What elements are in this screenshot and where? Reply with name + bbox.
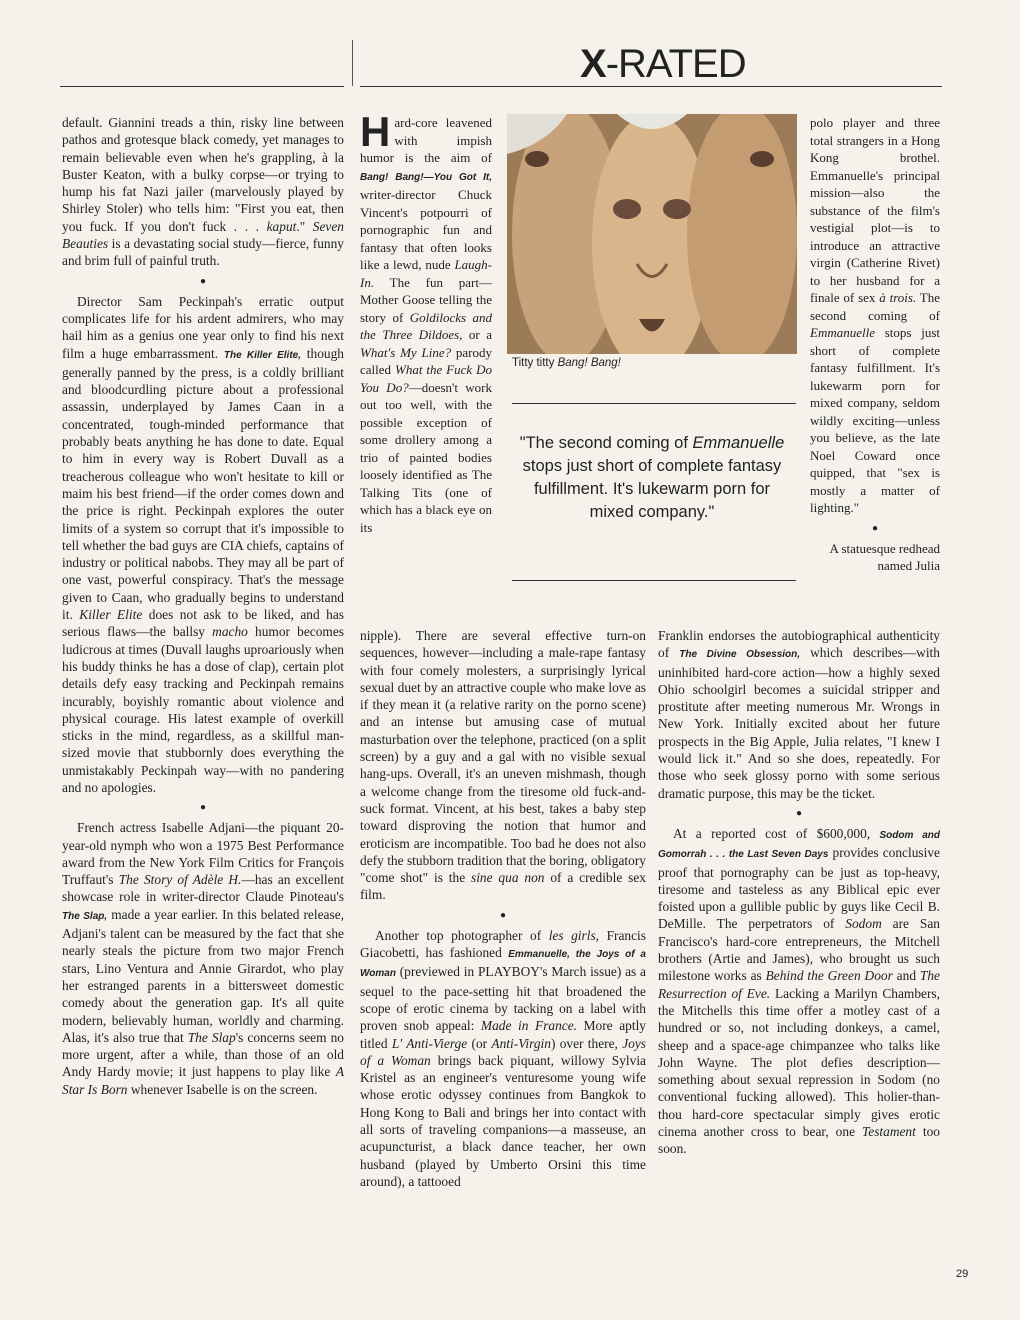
column-3-top [810, 114, 940, 575]
paragraph-bang-bang: Hard-core leavened with impish humor is the aim of Bang! Bang!—You Got It, writer-director Chuck Vincent's potpourri of pornographic fun and fantasy that often looks like a lewd, nude Laugh-In. The fun part—Mother Goose telling the story of Goldilocks and the Three Dildoes, or a What's My Line? parody called What the Fuck Do You Do?—doesn't work out too well, with the possible exception of some drollery among a trio of painted bodies loosely identified as The Talking Tits (one of which has a black eye on its [360, 108, 492, 535]
column-2-bottom [360, 627, 646, 1190]
section-bullet: ● [499, 909, 507, 921]
drop-cap: H [360, 108, 391, 155]
paragraph-killer-elite: Director Sam Peckinpah's erratic output complicates life for his ardent admirers, who may hail him as a genius one year only to find his next film a huge embarrassment. The Killer Elite, though generally panned by the press, is a coldly brilliant and bloodcurdling picture about a professional assassin, underplayed by James Caan in a concentrated, tough-minded performance that probably beats anything he has done to date. Equal to him in every way is Robert Duvall as a treacherous colleague who won't hesitate to kill or maim his best friend—if the order comes down and the price is right. Peckinpah explores the outer limits of a system so corrupt that it's impossible to tell whether the bad guys are CIA chiefs, captains of industry or political nabobs. They may all be part of one vast, powerful conspiracy. That's the message given to Caan, who gradually begins to understand it. Killer Elite does not ask to be liked, and has serious flaws—the ballsy macho humor becomes ludicrous at times (Duvall laughs uproariously when his buddy thinks he has a dose of clap), certain plot details defy easy tracking and Peckinpah remains incurably, boyishly romantic about violence and physical courage. His latest example of overkill sticks in the mind, regardless, as a skillful man-sized movie that stubbornly does everything the unmistakably Peckinpah way—with no pandering and no apologies. [62, 293, 345, 795]
photo-illustration [507, 114, 797, 354]
paragraph-divine-obsession-start: A statuesque redhead named Julia [829, 540, 940, 573]
pullquote-rule-top [512, 403, 796, 404]
pull-quote: "The second coming of Emmanuelle stops just short of complete fantasy fulfillment. It's lukewarm porn for mixed company." [519, 434, 785, 521]
column-2-top [360, 108, 492, 536]
paragraph-seven-beauties: default. Giannini treads a thin, risky line between pathos and grotesque black comedy, yet manages to remain believable even when he's grappling, à la Buster Keaton, with a bulky corpse—or trying to hump his fat Nazi jailer (marvelously played by Shirley Stoler) who tells him: "First you eat, then you fuck. If you don't fuck . . . kaput." Seven Beauties is a devastating social study—fierce, funny and brim full of painful truth. [62, 115, 344, 269]
paragraph-the-slap: French actress Isabelle Adjani—the piquant 20-year-old nymph who won a 1975 Best Performance award from the New York Film Critics for François Truffaut's The Story of Adèle H.—has an excellent showcase role in writer-director Claude Pinoteau's The Slap, made a year earlier. In this belated release, Adjani's talent can be measured by the fact that she nearly steals the picture from two major French stars, Lino Ventura and Annie Girardot, who play her estranged parents in a bittersweet domestic comedy about the generation gap. It's all quite modern, believably human, worldly and charming. Alas, it's also true that The Slap's concerns seem no more urgent, after a while, than those of an old Andy Hardy movie; it just happens to play like A Star Is Born whenever Isabelle is on the screen. [62, 820, 344, 1097]
section-bullet: ● [199, 802, 207, 814]
section-bullet: ● [871, 522, 879, 534]
column-3-bottom [658, 627, 940, 1158]
paragraph-sodom: At a reported cost of $600,000, Sodom and Gomorrah . . . the Last Seven Days provides conclusive proof that pornography can be just as top-heavy, tiresome and tasteless as any Biblical epic ever foisted upon a gullible public by guys like Cecil B. DeMille. The perpetrators of Sodom are San Francisco's hard-core entrepreneurs, the Mitchell brothers (Artie and James), who brought us such milestone works as Behind the Green Door and The Resurrection of Eve. Lacking a Marilyn Chambers, the Mitchells this time offer a motley cast of a hundred or so, not including donkeys, a camel, sheep and a space-age chimpanzee who talks like John Wayne. The plot defies description—something about sexual repression in Sodom (no conventional fucking allowed). This holier-than-thou hard-core spectacular simply gives erotic cinema another cross to bear, one Testament too soon. [658, 825, 940, 1157]
photo-caption: Titty titty Bang! Bang! [512, 357, 621, 369]
pullquote-rule-bottom [512, 580, 796, 581]
column-divider [352, 40, 353, 86]
paragraph-emmanuelle-continued: polo player and three total strangers in a Hong Kong brothel. Emmanuelle's principal mission—also the substance of the film's vestigial plot—is to introduce an attractive virgin (Catherine Rivet) to her husband for a finale of sex à trois. The second coming of Emmanuelle stops just short of complete fantasy fulfillment. It's lukewarm porn for mixed company, seldom wildly exciting—unless you believe, as the late Noel Coward once quipped, that "sex is mostly a matter of lighting." [810, 115, 940, 515]
section-title: X-RATED [580, 42, 746, 86]
paragraph-bang-bang-continued: nipple). There are several effective turn-on sequences, however—including a male-rape fantasy with four comely molesters, a surprisingly lyrical sexual duet by an attractive couple who make love as if they mean it (a relative rarity on the porno scene) and an intense but amusing case of mutual masturbation over the telephone, practiced (on a split screen) by a guy and a gal with no visible sexual hang-ups. Overall, it's an uneven mishmash, though a welcome change from the tiresome old fuck-and-suck format. Vincent, at his best, takes a baby step toward disproving the notion that humor and eroticism are incompatible. Too bad he does not also defy the stubborn tradition that the boring, obligatory "come shot" is the sine qua non of a credible sex film. [360, 628, 646, 903]
section-bullet: ● [199, 275, 207, 287]
column-1 [62, 114, 344, 1098]
paragraph-emmanuelle: Another top photographer of les girls, Francis Giacobetti, has fashioned Emmanuelle, the Joys of a Woman (previewed in PLAYBOY's March issue) as a sequel to the pace-setting hit that broadened the scope of erotic cinema by tacking on a label with proven snob appeal: Made in France. More aptly titled L' Anti-Vierge (or Anti-Virgin) over there, Joys of a Woman brings back piquant, willowy Sylvia Kristel as an engineer's venturesome young wife whose erotic odyssey continues from Bangkok to Hong Kong to Bali and brings her into contact with all sorts of traveling companions—a masseuse, an acupuncturist, a black dance teacher, her own husband (played by Umberto Orsini this time around), a tattooed [360, 927, 647, 1189]
section-bullet: ● [795, 807, 803, 819]
photo-painted-bodies [507, 114, 797, 354]
paragraph-divine-obsession: Franklin endorses the autobiographical authenticity of The Divine Obsession, which describes—with uninhibited hard-core action—how a highly sexed Ohio schoolgirl becomes a suicidal stripper and prostitute after meeting numerous Mr. Wrongs in New York. Initially excited about her future prospects in the Big Apple, Julia relates, "I knew I would lick it." And so she does, repeatedly. For those who seek glossy porno with some serious dramatic purpose, this may be the ticket. [658, 628, 940, 801]
page-number: 29 [956, 1268, 969, 1280]
header-rule-left [60, 86, 344, 87]
